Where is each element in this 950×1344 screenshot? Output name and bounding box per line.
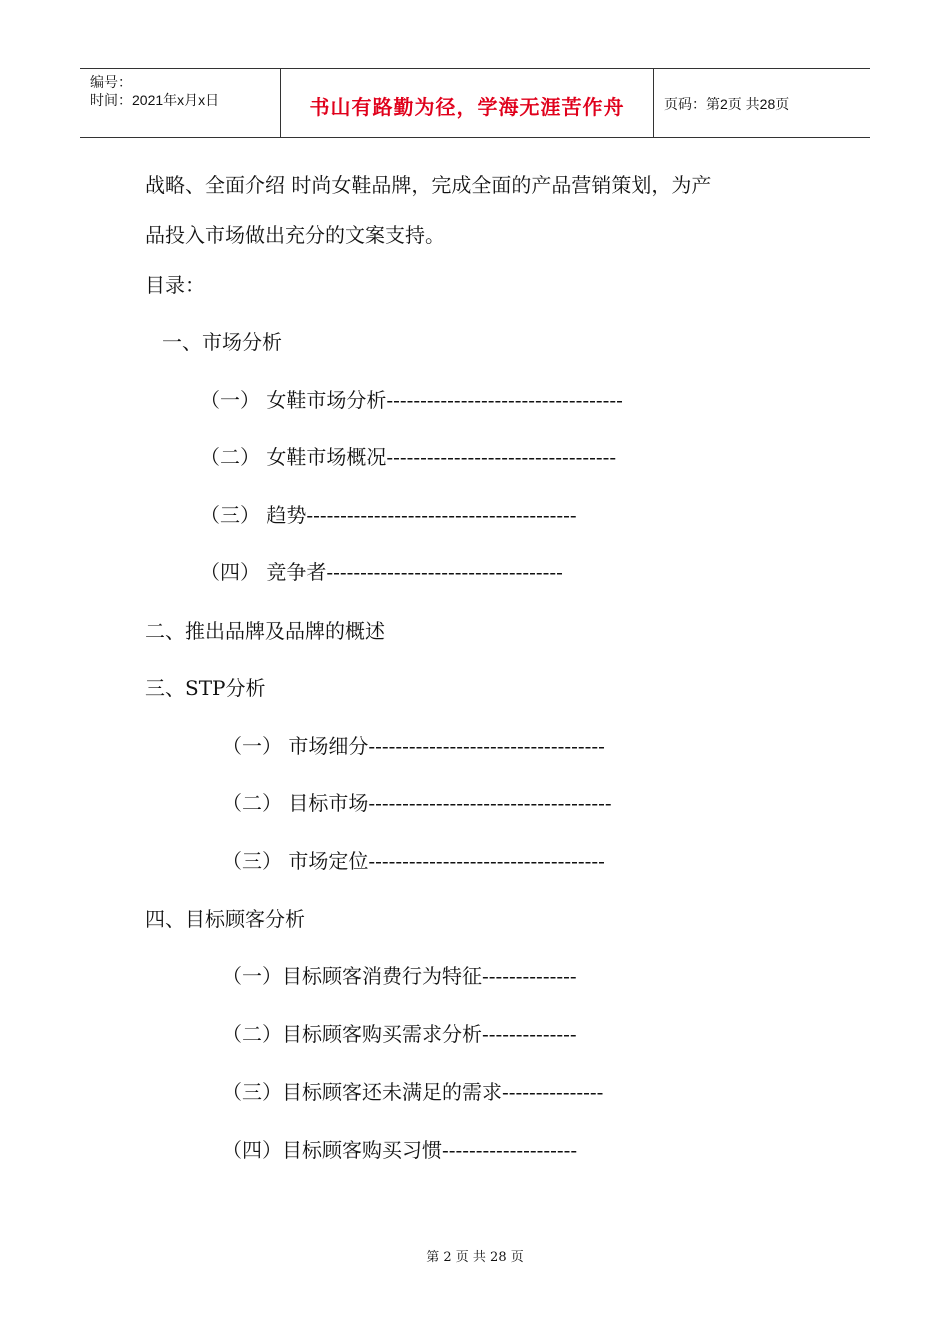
page-header [80,68,870,138]
toc-section-2: 二、推出品牌及品牌的概述 [145,619,385,643]
toc-section-4: 四、目标顾客分析 [145,907,305,931]
toc-item: （一） 女鞋市场分析----------------------------------- [200,388,623,412]
toc-heading: 目录： [145,273,205,297]
page-footer: 第 2 页 共 28 页 [426,1250,524,1265]
toc-item: （三）目标顾客还未满足的需求--------------- [222,1080,604,1104]
intro-line-2: 品投入市场做出充分的文案支持。 [145,223,445,247]
toc-item: （一）目标顾客消费行为特征-------------- [222,964,577,988]
toc-item: （一） 市场细分----------------------------------- [222,734,605,758]
toc-item: （二） 目标市场------------------------------------ [222,791,612,815]
toc-item: （四）目标顾客购买习惯-------------------- [222,1138,578,1162]
toc-item: （二） 女鞋市场概况---------------------------------- [200,445,617,469]
header-page-label: 页码：第2页 共28页 [664,96,790,112]
toc-item: （四） 竞争者----------------------------------- [200,560,563,584]
toc-item: （三） 趋势---------------------------------------- [200,503,577,527]
toc-item: （三） 市场定位----------------------------------- [222,849,605,873]
header-info-cell [80,69,281,137]
toc-section-3: 三、STP分析 [145,676,266,700]
header-number-label: 编号： [90,74,132,90]
header-time-label: 时间：2021年x月x日 [90,92,220,108]
header-page-cell [654,69,870,137]
toc-section-1: 一、市场分析 [162,330,282,354]
intro-line-1: 战略、全面介绍 时尚女鞋品牌，完成全面的产品营销策划，为产 [145,173,712,197]
toc-item: （二）目标顾客购买需求分析-------------- [222,1022,577,1046]
header-motto: 书山有路勤为径，学海无涯苦作舟 [309,97,625,119]
header-motto-cell [281,69,654,137]
